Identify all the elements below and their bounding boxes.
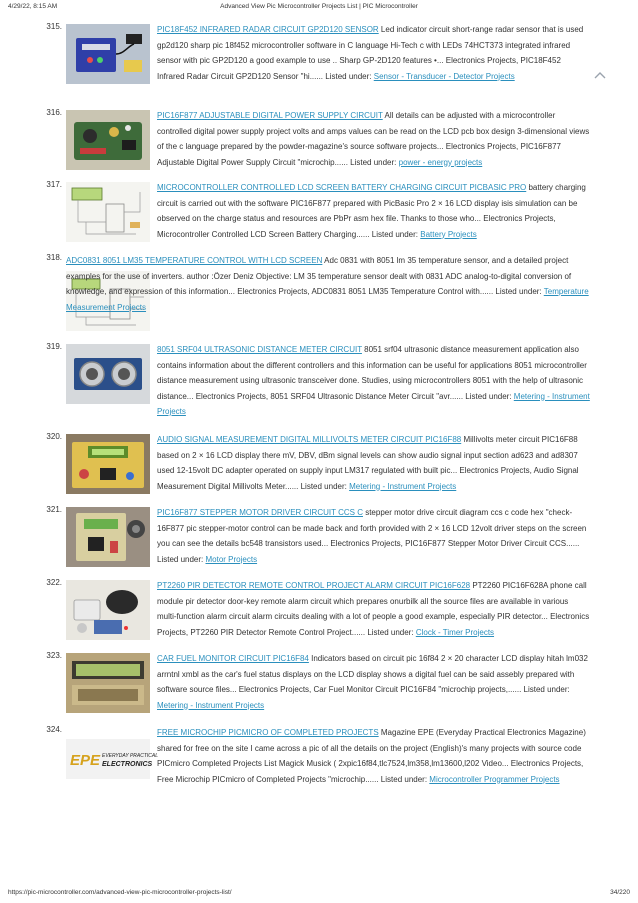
entry-description: Indicators based on circuit pic 16f84 2 × 20 character LCD display hitah lm032 arrntnl xmbl as the car's fuel status displays on the LCD display shows a digital fuel can be said assebly prepared with software source files... Electronics Projects, Car Fuel Monitor Circuit PIC16F84 "microchip projects,......	[157, 654, 588, 694]
project-thumbnail[interactable]	[66, 344, 150, 404]
entry-description: Led indicator circuit short-range radar sensor that is used gp2d120 sharp pic 18f452 microcontroller software in C language Hi-Tech c with LEDs 74HCT373 integrated infrared sensor with pic GP2D120 a good example to use .. Sharp GP-2D120 features •... Electronics Projects, PIC18F452 Infrared Radar Circuit GP2D120 Sensor "hi......	[157, 25, 584, 81]
entry-description: 8051 srf04 ultrasonic distance measurement application also contains information about the different controllers and this information can be useful for applications 8051 microcontroller distance measurement using ultrasonic transceiver done. Studies, using microcontrollers 8051 with the help of ultrasonic distance... Electronics Projects, 8051 SRF04 Ultrasonic Distance Meter Circuit "avr......	[157, 345, 587, 401]
listed-under-label: Listed under:	[300, 481, 347, 491]
project-link[interactable]: ADC0831 8051 LM35 TEMPERATURE CONTROL WITH LCD SCREEN	[66, 256, 323, 265]
entry-body	[157, 578, 590, 640]
power-supply-board-photo-icon	[66, 110, 150, 170]
entry-description: battery charging circuit is carried out with the software PIC16F877 prepared with PicBasic Pro 2 × 16 LCD display isis simulation can be observed on the charge status and resources are PbPr asm hex file. Thanks to those who... Electronics Projects, Microcontroller Controlled LCD Screen Battery Charging......	[157, 183, 586, 239]
ultrasonic-sensor-photo-icon	[66, 344, 150, 404]
entry-description: Millivolts meter circuit PIC16F88 based on 2 × 16 LCD display there mV, DBV, dBm signal levels can show audio signal input section ad623 and ad8307 used 12-15volt DC adapter operated on supply input LM317 regulated with built pic... Electronics Projects, Audio Signal Measurement Digital Millivolts Meter......	[157, 435, 579, 491]
category-link[interactable]: Motor Projects	[205, 554, 258, 564]
entry-body	[66, 253, 590, 315]
project-thumbnail[interactable]	[66, 653, 150, 713]
millivolt-meter-board-photo-icon	[66, 434, 150, 494]
category-link[interactable]: power - energy projects	[398, 157, 483, 167]
entry-description: Adc 0831 with 8051 lm 35 temperature sensor, and a detailed project examples for the use of inverters. author :Özer Deniz Objective: LM 35 temperature sensor dealt with 0831 ADC analog-to-digital conversion of knowledge, and expression of this information... Electronics Projects, ADC0831 8051 LM35 Temperature Control with......	[66, 256, 572, 296]
svg-text:EVERYDAY PRACTICAL: EVERYDAY PRACTICAL	[102, 753, 159, 759]
project-link[interactable]: PIC16F877 ADJUSTABLE DIGITAL POWER SUPPLY CIRCUIT	[157, 111, 383, 120]
project-thumbnail[interactable]	[66, 182, 150, 242]
svg-text:EPE: EPE	[70, 752, 101, 769]
entry-number: 318.	[46, 253, 62, 262]
entry-number: 320.	[46, 432, 62, 441]
entry-description: stepper motor drive circuit diagram ccs c code hex "check-16F877 pic stepper-motor control can be made back and forth provided with 2 × 16 LCD 12volt driver steps on the screen you can see the details bc548 transistors used... Electronics Projects, PIC16F877 Stepper Motor Driver Circuit CCS......	[157, 508, 587, 548]
listed-under-label: Listed under:	[495, 287, 542, 296]
pir-alarm-photo-icon	[66, 580, 150, 640]
page-header	[8, 3, 630, 15]
category-link[interactable]: Microcontroller Programmer Projects	[429, 774, 560, 784]
category-link[interactable]: Metering - Instrument Projects	[157, 391, 590, 416]
category-link[interactable]: Metering - Instrument Projects	[157, 700, 265, 710]
listed-under-label: Listed under:	[371, 229, 419, 239]
ir-radar-board-photo-icon	[66, 24, 150, 84]
entry-description: PT2260 PIC16F628A phone call module pir detector door-key remote alarm circuit which prepares onurbilk all the source files are available in various multi-function alarm circuit alarm circuits dealing with a lot of people a good example, especially PIR detector... Electronics Projects, PT2260 PIR Detector Remote Control Project......	[157, 581, 590, 637]
entry-number: 324.	[46, 725, 62, 734]
project-link[interactable]: FREE MICROCHIP PICMICRO OF COMPLETED PROJECTS	[157, 728, 379, 737]
print-datetime: 4/29/22, 8:15 AM	[8, 3, 58, 10]
entry-body	[157, 432, 590, 494]
listed-under-label: Listed under:	[350, 157, 397, 167]
project-link[interactable]: CAR FUEL MONITOR CIRCUIT PIC16F84	[157, 654, 309, 663]
entry-number: 317.	[46, 180, 62, 189]
listed-under-label: Listed under:	[523, 685, 570, 694]
project-thumbnail[interactable]	[66, 580, 150, 640]
listed-under-label: Listed under:	[157, 554, 204, 564]
project-link[interactable]: 8051 SRF04 ULTRASONIC DISTANCE METER CIRCUIT	[157, 345, 362, 354]
chevron-up-icon[interactable]	[594, 70, 606, 80]
project-link[interactable]: PT2260 PIR DETECTOR REMOTE CONTROL PROJECT ALARM CIRCUIT PIC16F628	[157, 581, 471, 590]
page-title: Advanced View Pic Microcontroller Projects List | PIC Microcontroller	[220, 3, 418, 10]
entry-number: 321.	[46, 505, 62, 514]
listed-under-label: Listed under:	[380, 774, 428, 784]
entry-body	[157, 342, 590, 420]
listed-under-label: Listed under:	[465, 391, 512, 401]
page-url: https://pic-microcontroller.com/advanced-view-pic-microcontroller-projects-list/	[8, 889, 232, 896]
project-thumbnail[interactable]	[66, 110, 150, 170]
entry-number: 323.	[46, 651, 62, 660]
lcd-charger-schematic-icon	[66, 182, 150, 242]
category-link[interactable]: Metering - Instrument Projects	[349, 481, 457, 491]
category-link[interactable]: Battery Projects	[420, 229, 477, 239]
entry-number: 322.	[46, 578, 62, 587]
entry-description: All details can be adjusted with a microcontroller controlled digital power supply project volts and amps values can be read on the LCD pcb box design 3-dimensional views of the c language prepared by the powder-magazine's source software projects... Electronics Projects, PIC16F877 Adjustable Digital Power Supply Circuit "microchip......	[157, 111, 590, 167]
entry-number: 316.	[46, 108, 62, 117]
category-link[interactable]: Sensor - Transducer - Detector Projects	[373, 71, 515, 81]
project-thumbnail[interactable]	[66, 507, 150, 567]
project-thumbnail[interactable]	[66, 434, 150, 494]
project-link[interactable]: PIC16F877 STEPPER MOTOR DRIVER CIRCUIT CCS C	[157, 508, 363, 517]
entry-description: Magazine EPE (Everyday Practical Electronics Magazine) shared for free on the site I came across a pic of all the details on the project (English)'s many projects with source code PICmicro Completed Projects List Magick Musick ( 2xpic16f84,tlc7524,lm358,lm13600,l202 Video... Electronics Projects, Free Microchip PICmicro of Completed Projects "microchip......	[157, 728, 586, 784]
page-number: 34/220	[610, 889, 630, 896]
project-thumbnail[interactable]	[66, 739, 159, 779]
listed-under-label: Listed under:	[367, 627, 414, 637]
page-footer	[8, 889, 630, 899]
svg-text:ELECTRONICS: ELECTRONICS	[102, 761, 153, 768]
project-link[interactable]: MICROCONTROLLER CONTROLLED LCD SCREEN BATTERY CHARGING CIRCUIT PICBASIC PRO	[157, 183, 527, 192]
entry-body	[157, 505, 590, 567]
entry-body	[157, 180, 590, 242]
entry-number: 319.	[46, 342, 62, 351]
listed-under-label: Listed under:	[325, 71, 372, 81]
category-link[interactable]: Temperature Measurement Projects	[66, 287, 589, 312]
entry-body	[157, 22, 590, 84]
stepper-driver-board-photo-icon	[66, 507, 150, 567]
project-link[interactable]: AUDIO SIGNAL MEASUREMENT DIGITAL MILLIVOLTS METER CIRCUIT PIC16F88	[157, 435, 462, 444]
entry-body	[157, 651, 590, 713]
entry-body	[157, 108, 590, 170]
category-link[interactable]: Clock - Timer Projects	[415, 627, 495, 637]
entry-body	[157, 725, 590, 787]
fuel-monitor-lcd-photo-icon	[66, 653, 150, 713]
entry-number: 315.	[46, 22, 62, 31]
epe-magazine-logo-icon	[66, 739, 159, 779]
project-link[interactable]: PIC18F452 INFRARED RADAR CIRCUIT GP2D120 SENSOR	[157, 25, 379, 34]
project-thumbnail[interactable]	[66, 24, 150, 84]
